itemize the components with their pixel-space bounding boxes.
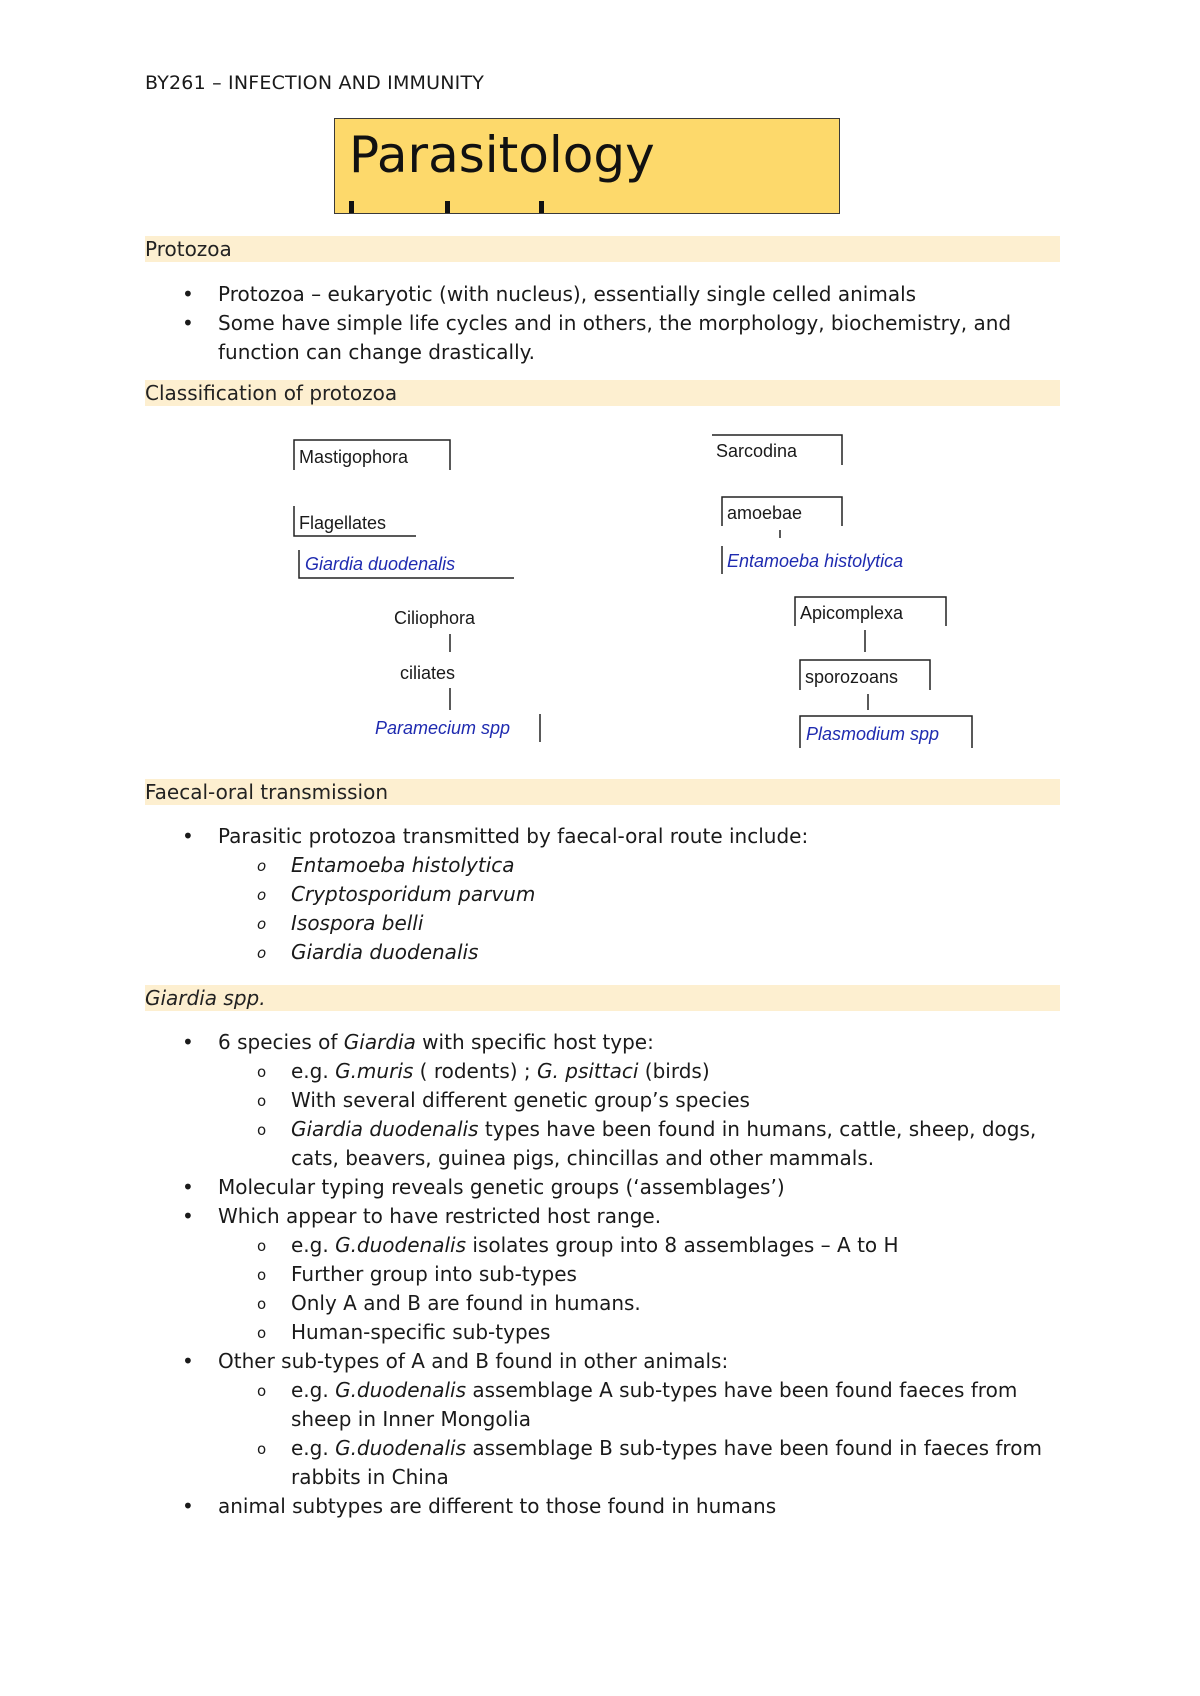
label-sporozoans: sporozoans [805,667,899,687]
faecal-list [145,822,1065,967]
list-subitem: o Giardia duodenalis [145,938,1065,967]
title-box [334,118,840,214]
protozoa-list [145,280,1065,367]
list-subitem: o With several different genetic group’s species [145,1086,1065,1115]
list-item: • Other sub-types of A and B found in other animals: [145,1347,1065,1376]
list-subitem: o e.g. G.duodenalis assemblage A sub-types have been found faeces from sheep in Inner Mongolia [145,1376,1065,1434]
list-item: • Protozoa – eukaryotic (with nucleus), essentially single celled animals [145,280,1065,309]
label-ciliophora: Ciliophora [394,608,476,628]
label-giardia: Giardia duodenalis [305,554,456,574]
section-heading-faecal-oral: Faecal-oral transmission [145,779,1060,805]
page-title: Parasitology [349,126,655,184]
label-entamoeba: Entamoeba histolytica [727,551,904,571]
section-heading-protozoa: Protozoa [145,236,1060,262]
list-item: • Molecular typing reveals genetic groups (‘assemblages’) [145,1173,1065,1202]
section-heading-classification: Classification of protozoa [145,380,1060,406]
giardia-list [145,1028,1065,1521]
label-mastigophora: Mastigophora [299,447,409,467]
course-header: BY261 – INFECTION AND IMMUNITY [145,72,485,94]
list-subitem: o Further group into sub-types [145,1260,1065,1289]
label-flagellates: Flagellates [299,513,387,533]
list-subitem: o Cryptosporidum parvum [145,880,1065,909]
section-heading-giardia: Giardia spp. [145,985,1060,1011]
list-subitem: o e.g. G.muris ( rodents) ; G. psittaci (birds) [145,1057,1065,1086]
list-item: • Parasitic protozoa transmitted by faecal-oral route include: [145,822,1065,851]
list-item: • animal subtypes are different to those found in humans [145,1492,1065,1521]
label-paramecium: Paramecium spp [375,718,511,738]
list-subitem: o Isospora belli [145,909,1065,938]
list-item: • 6 species of Giardia with specific host type: [145,1028,1065,1057]
list-subitem: o e.g. G.duodenalis assemblage B sub-types have been found in faeces from rabbits in China [145,1434,1065,1492]
label-plasmodium: Plasmodium spp [806,724,940,744]
label-ciliates: ciliates [400,663,456,683]
list-subitem: o Giardia duodenalis types have been found in humans, cattle, sheep, dogs, cats, beavers, guinea pigs, chincillas and other mammals. [145,1115,1065,1173]
list-subitem: o e.g. G.duodenalis isolates group into 8 assemblages – A to H [145,1231,1065,1260]
list-subitem: o Entamoeba histolytica [145,851,1065,880]
label-amoebae: amoebae [727,503,803,523]
title-overflow-marks [349,201,549,214]
list-item: • Some have simple life cycles and in others, the morphology, biochemistry, and function can change drastically. [145,309,1065,367]
label-apicomplexa: Apicomplexa [800,603,904,623]
label-sarcodina: Sarcodina [716,441,798,461]
list-item: • Which appear to have restricted host range. [145,1202,1065,1231]
list-subitem: o Only A and B are found in humans. [145,1289,1065,1318]
list-subitem: o Human-specific sub-types [145,1318,1065,1347]
